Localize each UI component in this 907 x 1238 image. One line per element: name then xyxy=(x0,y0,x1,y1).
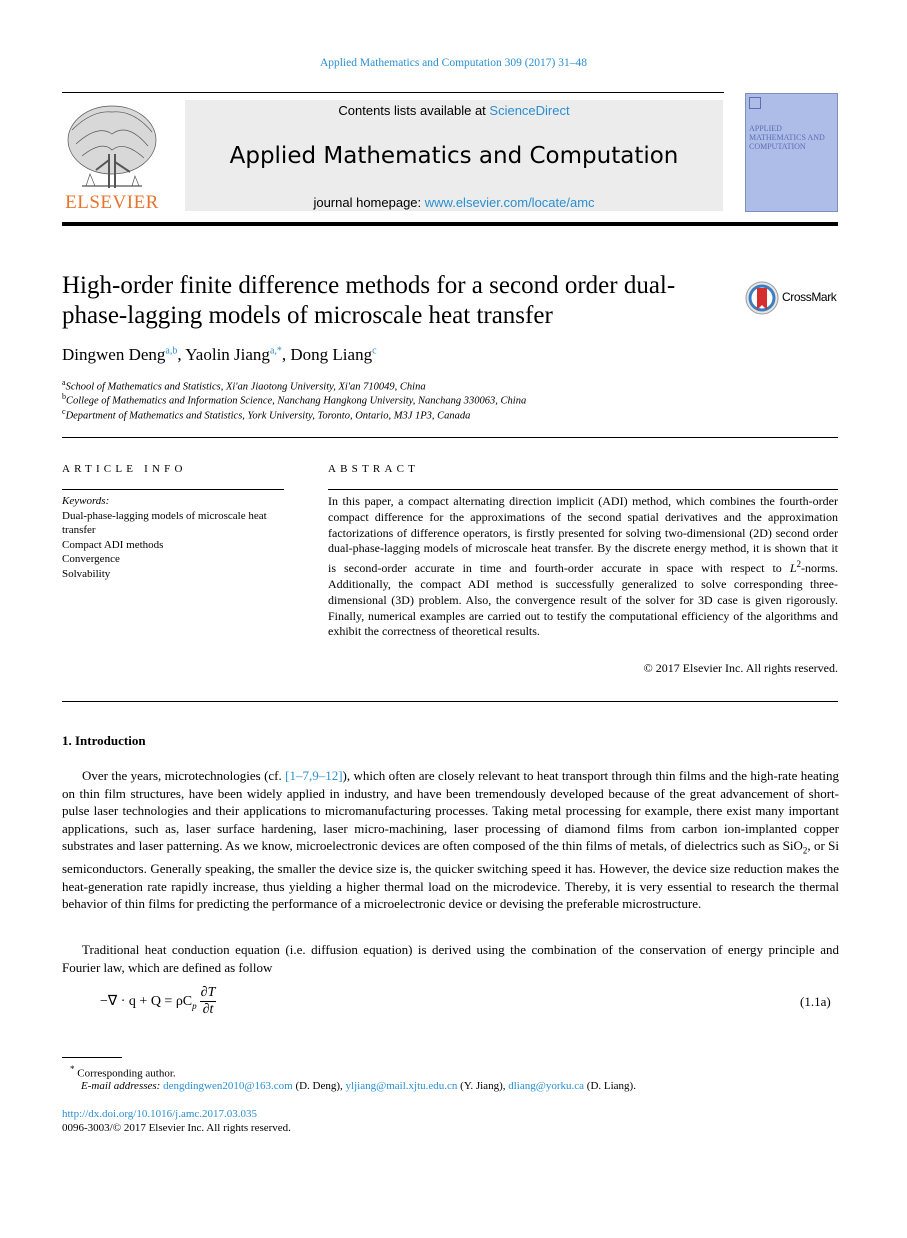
crossmark-label: CrossMark xyxy=(782,290,837,304)
reference-link[interactable]: [1–7,9–12] xyxy=(285,768,343,783)
email-note xyxy=(81,1080,636,1092)
equation-subscript: p xyxy=(192,1000,197,1011)
email-label: E-mail addresses: xyxy=(81,1080,164,1092)
equation-numerator xyxy=(200,985,217,1002)
cover-emblem-icon xyxy=(749,97,761,109)
intro-paragraph xyxy=(62,767,839,913)
equation-number: (1.1a) xyxy=(800,994,831,1009)
front-matter-end-rule xyxy=(62,701,838,702)
equation-denominator xyxy=(200,1002,217,1018)
author-name[interactable]: Dong Liang xyxy=(290,345,373,364)
issn-line: 0096-3003/© 2017 Elsevier Inc. All rights reserved. xyxy=(62,1122,291,1134)
author-sup[interactable]: a,* xyxy=(269,345,282,357)
doi-link[interactable]: http://dx.doi.org/10.1016/j.amc.2017.03.035 xyxy=(62,1108,258,1120)
partial-symbol: ∂ xyxy=(202,1002,210,1017)
article-title: High-order finite difference methods for a second order dual-phase-lagging models of microscale heat transfer xyxy=(62,272,676,329)
sciencedirect-link[interactable]: ScienceDirect xyxy=(489,103,570,118)
journal-citation[interactable]: Applied Mathematics and Computation 309 (2017) 31–48 xyxy=(319,57,587,69)
header-bottom-rule xyxy=(62,222,838,226)
elsevier-wordmark: ELSEVIER xyxy=(65,192,159,213)
journal-name: Applied Mathematics and Computation xyxy=(229,143,679,169)
abstract-part: In this paper, a compact alternating direction implicit (ADI) method, which combines the fourth-order compact difference for the approximations of the second spatial derivatives and the approximation factorizations of difference operators, is firstly presented for solving two-dimensional (2D) second order dual-phase-lagging models of microscale heat transfer. By the discrete energy method, it is shown that it is second-order accurate in time and fourth-order accurate in space with respect to xyxy=(328,494,838,576)
elsevier-logo[interactable] xyxy=(62,100,162,212)
contents-line xyxy=(185,103,723,118)
equation-layout xyxy=(100,985,216,1018)
section-divider xyxy=(62,437,838,438)
para-text: Over the years, microtechnologies (cf. xyxy=(82,768,286,783)
author-sup[interactable]: a,b xyxy=(165,345,178,357)
article-info-rule xyxy=(62,489,284,490)
email-owner: (D. Deng), xyxy=(292,1080,346,1092)
subscript: 2 xyxy=(802,845,808,856)
article-info-heading: ARTICLE INFO xyxy=(62,463,187,475)
affiliation-key: c xyxy=(62,407,66,416)
footnote-rule xyxy=(62,1057,122,1058)
author-name[interactable]: Dingwen Deng xyxy=(62,345,166,364)
author-name[interactable]: Yaolin Jiang xyxy=(185,345,270,364)
email-owner: (Y. Jiang), xyxy=(457,1080,509,1092)
crossmark-icon xyxy=(745,280,781,316)
keyword: Compact ADI methods xyxy=(62,538,164,551)
author-sup[interactable]: c xyxy=(372,345,377,357)
footnote-text: Corresponding author. xyxy=(77,1067,176,1080)
homepage-line xyxy=(185,195,723,210)
abstract-part: -norms. Additionally, the compact ADI method is successfully generalized to solve corresponding three-dimensional (3D) problem. Also, the convergence result of the solver for 3D case is given rigorously. Finally, numerical examples are carried out to testify the computational efficiency of the algorithms and exhibit the correctness of theoretical results. xyxy=(328,561,838,639)
homepage-prefix: journal homepage: xyxy=(313,195,425,210)
keyword: Convergence xyxy=(62,553,120,565)
corresponding-note xyxy=(70,1064,176,1080)
affiliation-key: a xyxy=(62,378,66,387)
numerator-var: T xyxy=(207,985,216,1000)
abstract-text xyxy=(328,494,838,640)
affiliation xyxy=(62,407,470,422)
affiliation-text: Department of Mathematics and Statistics, York University, Toronto, Ontario, M3J 1P3, Canada xyxy=(65,410,471,422)
email-link[interactable]: dengdingwen2010@163.com xyxy=(163,1080,293,1092)
section-heading: 1. Introduction xyxy=(62,733,146,748)
email-owner: (D. Liang). xyxy=(584,1080,636,1092)
affiliation-key: b xyxy=(62,392,66,401)
email-link[interactable]: dliang@yorku.ca xyxy=(508,1080,585,1092)
header-top-rule xyxy=(62,92,724,93)
para-text: ), which often are closely relevant to heat transport through thin films and the high-rate heating on thin film structures, have been widely applied in industry, and have been tremendously developed because of the great advancement of short-pulse laser technologies and their applications to micromanufacturing processes. Taking metal processing for example, there exist many important applications, such as, laser surface hardening, laser micro-machining, laser processing of diamond films from carbon ion-implanted copper substrates and laser patterning. As we know, microelectronic devices are often composed of the thin films of metals, of dielectrics such as SiO xyxy=(62,768,839,853)
norm-symbol: L xyxy=(789,561,797,576)
affiliation-text: School of Mathematics and Statistics, Xi'an Jiaotong University, Xi'an 710049, China xyxy=(65,381,426,393)
footnote-marker: * xyxy=(70,1064,75,1074)
author-list: Dingwen Deng$^{a,b}$, Yaolin Jiang$^{a,*}$, Dong Liang$^c$ xyxy=(62,345,377,364)
affiliation-text: College of Mathematics and Information Science, Nanchang Hangkong University, Nanchang 330063, China xyxy=(66,395,527,407)
abstract-rule xyxy=(328,489,838,490)
abstract-copyright: © 2017 Elsevier Inc. All rights reserved. xyxy=(643,661,838,675)
denominator-var: t xyxy=(209,1002,214,1017)
homepage-link[interactable]: www.elsevier.com/locate/amc xyxy=(424,195,595,210)
partial-symbol: ∂ xyxy=(200,985,208,1000)
affiliation xyxy=(62,392,526,407)
intro-paragraph: Traditional heat conduction equation (i.e. diffusion equation) is derived using the combination of the conservation of energy principle and Fourier law, which are defined as follow xyxy=(62,942,839,975)
equation-1-1a xyxy=(100,985,216,1018)
abstract-heading: ABSTRACT xyxy=(328,463,420,475)
journal-cover-thumbnail[interactable] xyxy=(745,93,838,212)
keyword: Dual-phase-lagging models of microscale heat transfer xyxy=(62,509,267,536)
keywords-block xyxy=(62,494,282,581)
contents-prefix: Contents lists available at xyxy=(338,103,490,118)
para-text: , or Si semiconductors. Generally speaking, the smaller the device size is, the quicker switching speed it has. However, the device size reduction makes the heat-generation rate rapidly increase, thus yielding a higher thermal load on the microdevice. Thereby, it is very essential to research the thermal behavior of thin films for predicting the performance of a microelectronic device or devising the preferable microstructure. xyxy=(62,838,839,912)
keywords-label: Keywords: xyxy=(62,495,110,507)
equation-lhs-cell xyxy=(100,985,197,1018)
affiliation xyxy=(62,378,426,393)
cover-title: APPLIED MATHEMATICS AND COMPUTATION xyxy=(749,124,825,151)
equation-lhs: −∇ · q + Q = ρC xyxy=(100,993,193,1009)
email-link[interactable]: yljiang@mail.xjtu.edu.cn xyxy=(345,1080,458,1092)
norm-exponent: 2 xyxy=(796,559,801,570)
keyword: Solvability xyxy=(62,567,111,580)
equation-fraction xyxy=(197,985,217,1018)
